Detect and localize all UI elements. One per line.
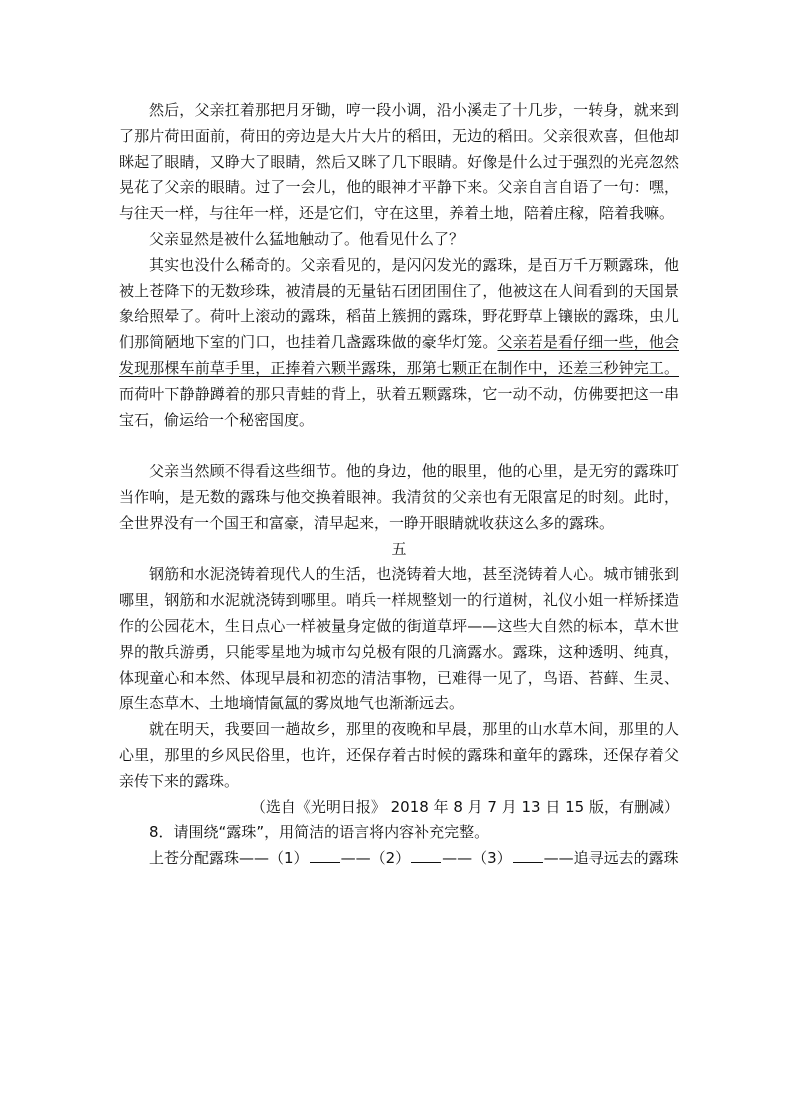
answer-blank-1[interactable] <box>310 848 340 863</box>
blank-label-3: （3） <box>472 849 512 868</box>
fill-line-end: ——追寻远去的露珠 <box>543 849 679 868</box>
paragraph-gap <box>119 433 679 459</box>
answer-blank-3[interactable] <box>513 848 543 863</box>
paragraph-3-text-a: 其实也没什么稀奇的。父亲看见的，是闪闪发光的露珠，是百万千万颗露珠，他被上苍降下的无数珍珠，被清晨的无量钻石团团围住了，他被这在人间看到的天国景象给照晕了。荷叶上滚动的露珠，稻苗上簇拥的露珠，野花野草上镶嵌的露珠，虫儿们那简陋地下室的门口，也挂着几盏露珠做的豪华灯笼。 <box>119 255 679 352</box>
fill-separator-1: —— <box>340 849 371 868</box>
paragraph-4: 父亲当然顾不得看这些细节。他的身边，他的眼里，他的心里，是无穷的露珠叮当作响，是无数的露珠与他交换着眼神。我清贫的父亲也有无限富足的时刻。此时，全世界没有一个国王和富豪，清早起来，一睁开眼睛就收获这么多的露珠。 <box>119 462 679 532</box>
blank-label-1: （1） <box>269 849 309 868</box>
paragraph-3-text-b: 而荷叶下静静蹲着的那只青蛙的背上，驮着五颗露珠，它一动不动，仿佛要把这一串宝石，偷运给一个秘密国度。 <box>119 384 679 429</box>
article-body <box>119 98 679 872</box>
paragraph-2: 父亲显然是被什么猛地触动了。他看见什么了？ <box>149 229 465 248</box>
fill-line-start: 上苍分配露珠—— <box>149 849 270 868</box>
blank-label-2: （2） <box>370 849 411 868</box>
paragraph-1: 然后，父亲扛着那把月牙锄，哼一段小调，沿小溪走了十几步，一转身，就来到了那片荷田面前，荷田的旁边是大片大片的稻田，无边的稻田。父亲很欢喜，但他却眯起了眼睛，又睁大了眼睛，然后又眯了几下眼睛。好像是什么过于强烈的光亮忽然晃花了父亲的眼睛。过了一会儿，他的眼神才平静下来。父亲自言自语了一句：嘿，与往天一样，与往年一样，还是它们，守在这里，养着土地，陪着庄稼，陪着我嘛。 <box>119 101 679 223</box>
fill-separator-2: —— <box>442 849 473 868</box>
paragraph-6: 就在明天，我要回一趟故乡，那里的夜晚和早晨，那里的山水草木间，那里的人心里，那里的乡风民俗里，也许，还保存着古时候的露珠和童年的露珠，还保存着父亲传下来的露珠。 <box>119 720 679 790</box>
section-heading: 五 <box>391 539 407 558</box>
question-fill-line <box>119 846 679 872</box>
paragraph-5: 钢筋和水泥浇铸着现代人的生活，也浇铸着大地，甚至浇铸着人心。城市铺张到哪里，钢筋和水泥就浇铸到哪里。哨兵一样规整划一的行道树，礼仪小姐一样矫揉造作的公园花木，生日点心一样被量身定做的街道草坪——这些大自然的标本，草木世界的散兵游勇，只能零星地为城市勾兑极有限的几滴露水。露珠，这种透明、纯真，体现童心和本然、体现早晨和初恋的清洁事物，已难得一见了，鸟语、苔藓、生灵、原生态草木、土地墒情氤氲的雾岚地气也渐渐远去。 <box>119 565 679 713</box>
paragraph-3 <box>119 253 679 434</box>
question-prompt: 8．请围绕“露珠”，用简洁的语言将内容补充完整。 <box>149 823 490 842</box>
underlined-sentence: 父亲若是看仔细一些，他会发现那棵车前草手里，正捧着六颗半露珠，那第七颗正在制作中，还差三秒钟完工。 <box>119 333 679 377</box>
source-citation: （选自《光明日报》 2018 年 8 月 7 月 13 日 15 版，有删减） <box>250 797 679 816</box>
answer-blank-2[interactable] <box>411 848 441 863</box>
